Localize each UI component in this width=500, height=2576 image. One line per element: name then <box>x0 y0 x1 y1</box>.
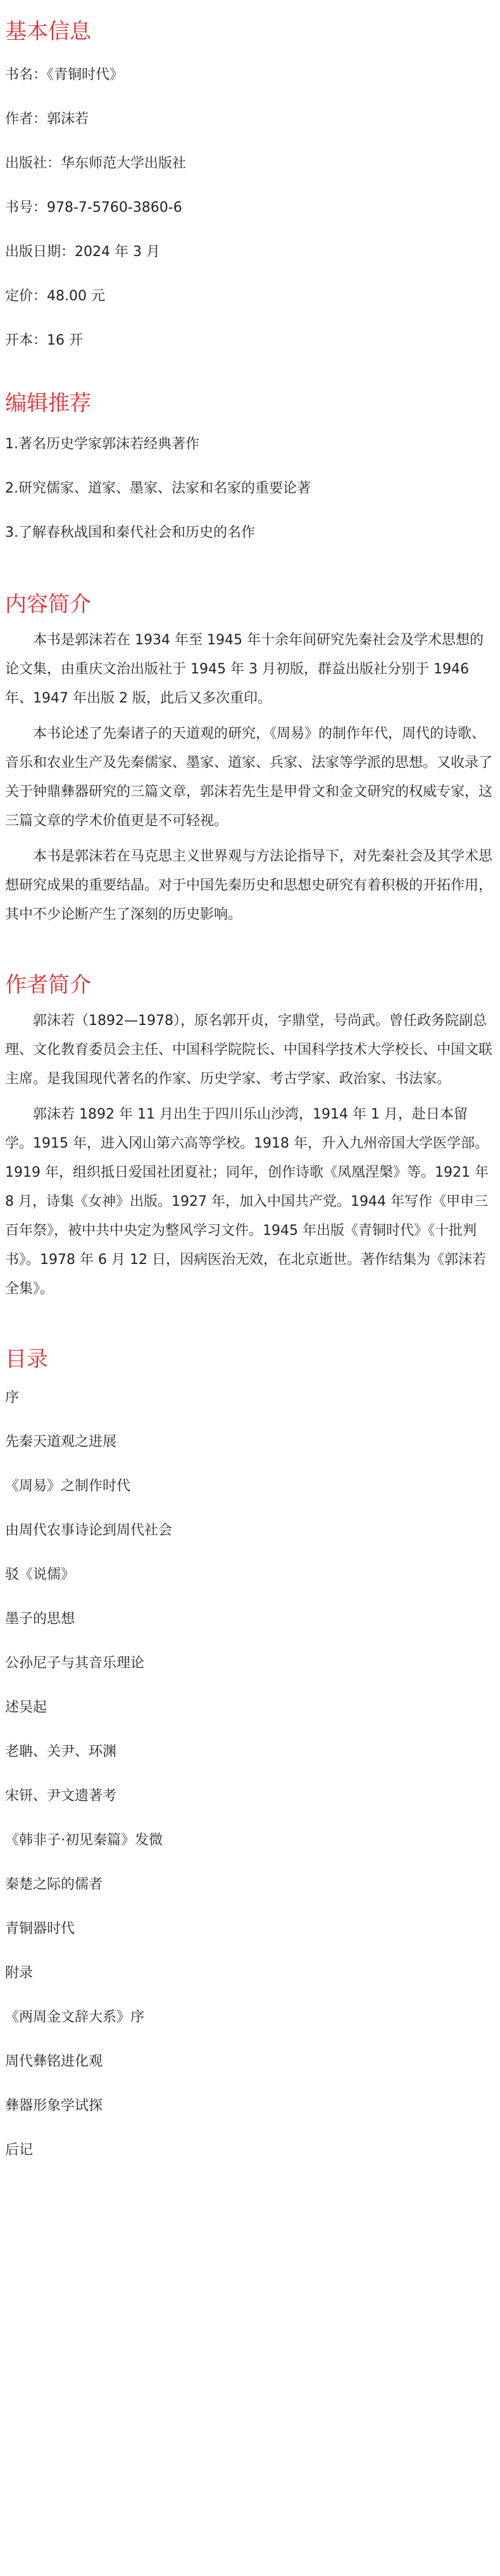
content-intro-paragraph: 本书是郭沫若在马克思主义世界观与方法论指导下，对先秦社会及其学术思想研究成果的重要结晶。对于中国先秦历史和思想史研究有着积极的开拓作用，其中不少论断产生了深刻的历史影响。 <box>5 849 493 923</box>
toc-item: 驳《说儒》 <box>5 1567 75 1583</box>
toc-item: 《周易》之制作时代 <box>5 1478 131 1494</box>
toc-item: 《韩非子·初见秦篇》发微 <box>5 1832 163 1848</box>
info-item-isbn: 书号：978-7-5760-3860-6 <box>5 200 182 216</box>
basic-info-section <box>5 18 495 363</box>
section-title-author-intro: 作者简介 <box>5 972 91 998</box>
toc-item: 先秦天道观之进展 <box>5 1434 117 1450</box>
content-intro-paragraph: 本书是郭沫若在 1934 年至 1945 年十余年间研究先秦社会及学术思想的论文集，由重庆文治出版社于 1945 年 3 月初版，群益出版社分别于 1946 年、1947 年出版 2 版，此后又多次重印。 <box>5 632 484 706</box>
toc-section <box>5 1346 495 2173</box>
section-title-recommendation: 编辑推荐 <box>5 391 91 416</box>
info-item-price: 定价：48.00 元 <box>5 288 105 304</box>
author-intro-paragraph: 郭沫若（1892—1978），原名郭开贞，字鼎堂，号尚武。曾任政务院副总理、文化教育委员会主任、中国科学院院长、中国科学技术大学校长、中国文联主席。是我国现代著名的作家、历史学家、考古学家、政治家、书法家。 <box>5 1013 493 1087</box>
toc-item: 公孙尼子与其音乐理论 <box>5 1655 145 1671</box>
basic-info-list <box>5 53 495 363</box>
info-item-author: 作者：郭沫若 <box>5 111 89 127</box>
info-item-pub-date: 出版日期：2024 年 3 月 <box>5 244 160 260</box>
toc-item: 墨子的思想 <box>5 1611 75 1627</box>
toc-item: 宋钘、尹文遗著考 <box>5 1788 117 1804</box>
content-intro-paragraph: 本书论述了先秦诸子的天道观的研究，《周易》的制作年代，周代的诗歌、音乐和农业生产及先秦儒家、墨家、道家、兵家、法家等学派的思想。又收录了关于钟鼎彝器研究的三篇文章，郭沫若先生是甲骨文和金文研究的权威专家，这三篇文章的学术价值更是不可轻视。 <box>5 726 493 829</box>
info-item-publisher: 出版社：华东师范大学出版社 <box>5 156 187 171</box>
toc-list <box>5 1376 495 2173</box>
recommendation-item: 1.著名历史学家郭沫若经典著作 <box>5 436 199 452</box>
section-title-content-intro: 内容简介 <box>5 592 91 617</box>
toc-item: 秦楚之际的儒者 <box>5 1877 103 1892</box>
toc-item: 老聃、关尹、环渊 <box>5 1744 117 1760</box>
toc-item: 由周代农事诗论到周代社会 <box>5 1523 173 1538</box>
toc-item: 附录 <box>5 1965 34 1981</box>
info-item-format: 开本：16 开 <box>5 333 83 348</box>
recommendation-section <box>5 389 495 555</box>
section-title-basic-info: 基本信息 <box>5 19 91 44</box>
info-item-title: 书名：《青铜时代》 <box>5 67 124 83</box>
toc-item: 《两周金文辞大系》序 <box>5 2009 145 2025</box>
toc-item: 述吴起 <box>5 1700 47 1715</box>
author-intro-paragraph: 郭沫若 1892 年 11 月出生于四川乐山沙湾，1914 年 1 月，赴日本留学。1915 年，进入冈山第六高等学校。1918 年，升入九州帝国大学医学部。1919 年，组织抵日爱国社团夏社；同年，创作诗歌《凤凰涅槃》等。1921 年 8 月，诗集《女神》出版。1927 年，加入中国共产党。1944 年写作《甲申三百年祭》，被中共中央定为整风学习文件。1945 年出版《青铜时代》《十批判书》。1978 年 6 月 12 日，因病医治无效，在北京逝世。著作结集为《郭沫若全集》。 <box>5 1107 489 1297</box>
toc-item: 青铜器时代 <box>5 1921 75 1937</box>
recommendation-item: 2.研究儒家、道家、墨家、法家和名家的重要论著 <box>5 481 311 496</box>
toc-item: 序 <box>5 1390 20 1406</box>
recommendation-item: 3.了解春秋战国和秦代社会和历史的名作 <box>5 525 255 541</box>
toc-item: 彝器形象学试探 <box>5 2098 103 2114</box>
toc-item: 周代彝铭进化观 <box>5 2054 103 2070</box>
author-intro-section <box>5 971 495 1304</box>
recommendation-list <box>5 422 495 555</box>
section-title-toc: 目录 <box>5 1347 48 1372</box>
content-intro-section <box>5 591 495 929</box>
toc-item: 后记 <box>5 2142 34 2158</box>
